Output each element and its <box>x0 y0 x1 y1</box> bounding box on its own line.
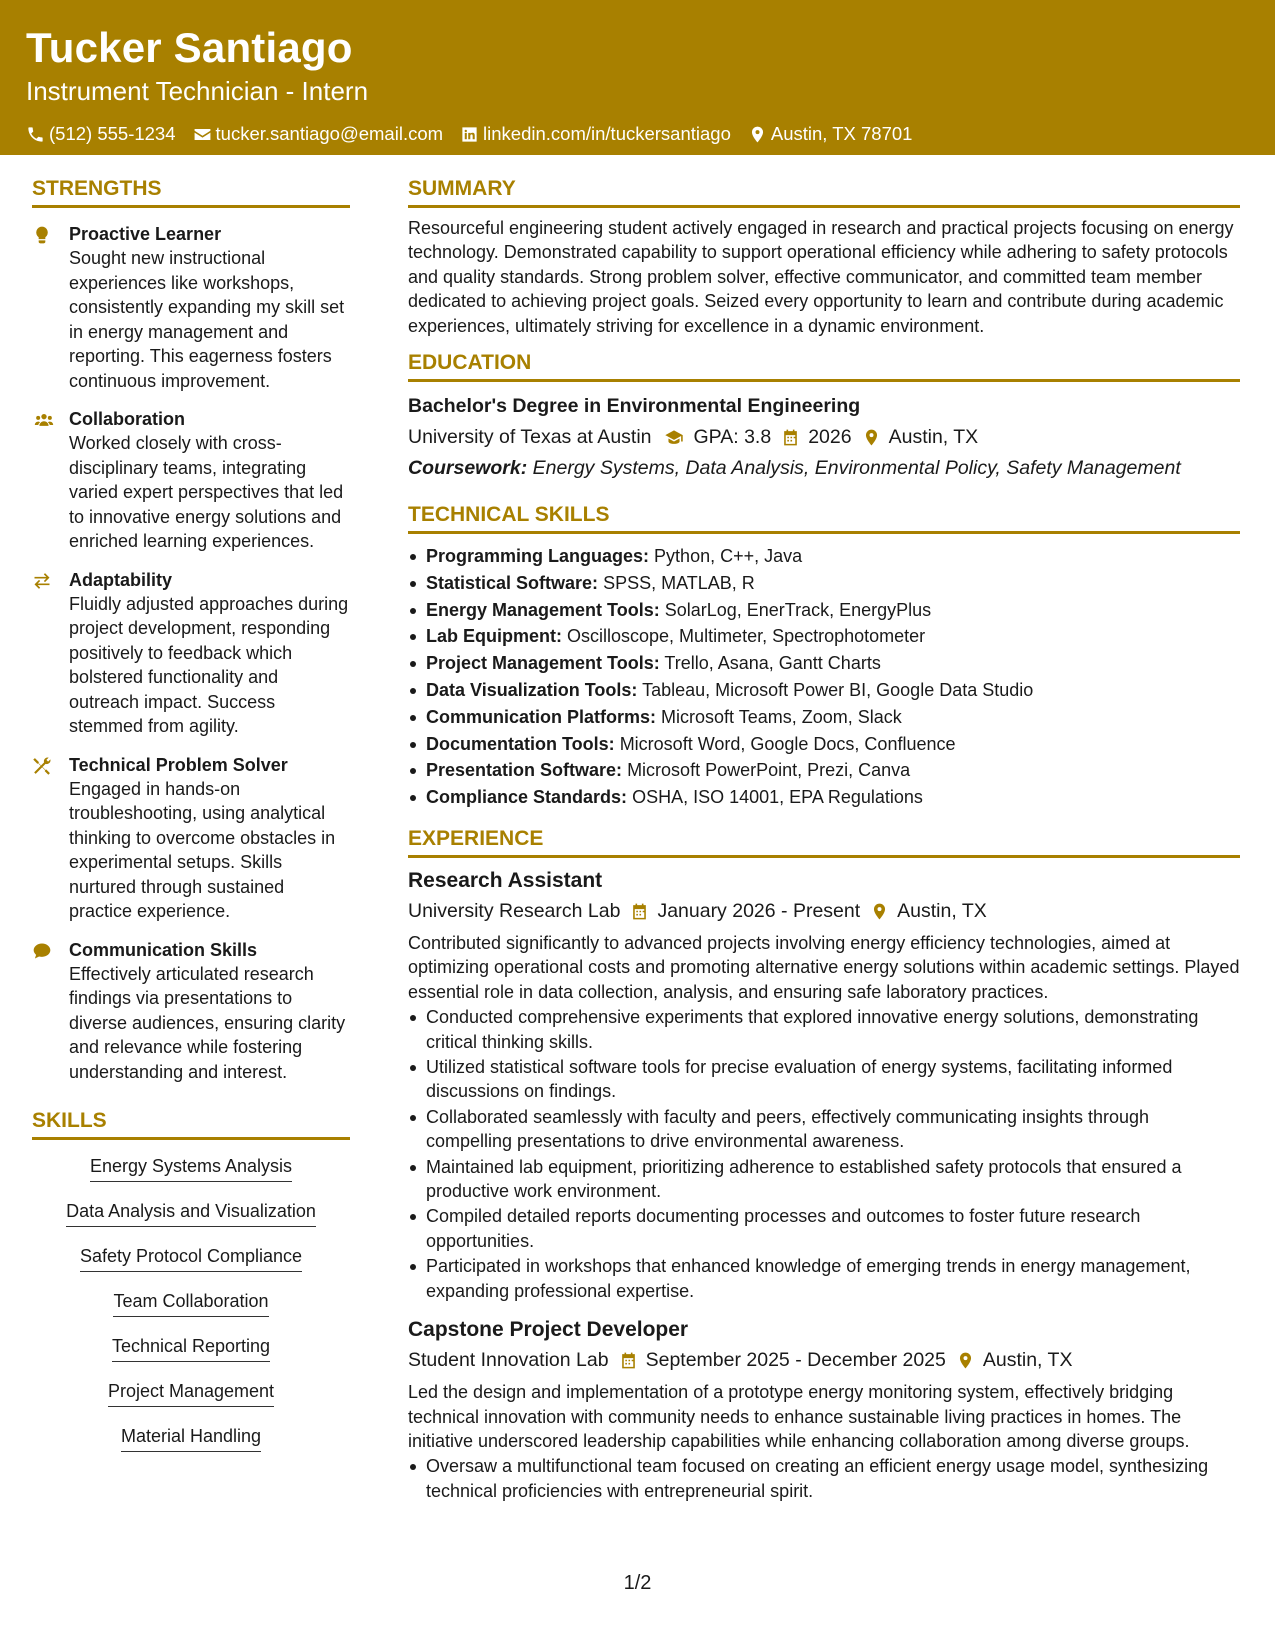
list-item: Documentation Tools: Microsoft Word, Google Docs, Confluence <box>408 731 1240 758</box>
lightbulb-icon <box>32 225 52 245</box>
school-name: University of Texas at Austin <box>408 426 652 449</box>
calendar-icon <box>630 902 649 921</box>
job-location: Austin, TX <box>897 900 987 922</box>
skill-item: Project Management <box>32 1379 350 1424</box>
candidate-name: Tucker Santiago <box>26 24 353 71</box>
education-meta <box>408 423 1240 451</box>
job-location: Austin, TX <box>982 1349 1073 1372</box>
list-item: Utilized statistical software tools for precise evaluation of energy systems, facilitating informed discussions on findings. <box>408 1055 1240 1104</box>
list-item: Programming Languages: Python, C++, Java <box>408 543 1240 570</box>
exchange-icon <box>32 571 52 591</box>
technical-skills-list <box>408 543 1240 811</box>
job-dates: January 2026 - Present <box>657 900 861 922</box>
job-org: Student Innovation Lab <box>408 1349 609 1372</box>
job-description: Led the design and implementation of a prototype energy monitoring system, effectively bridging technical innovation with community needs to enhance sustainable living practices in homes. The initiative underscored leadership capabilities while enhancing collaboration among diverse groups. <box>408 1382 1190 1451</box>
users-icon <box>32 410 56 430</box>
map-pin-icon <box>748 125 767 144</box>
coursework <box>408 454 1240 482</box>
comment-icon <box>32 941 52 961</box>
list-item: Lab Equipment: Oscilloscope, Multimeter, Spectrophotometer <box>408 623 1240 650</box>
job-bullets <box>408 1005 1240 1303</box>
strength-title: Proactive Learner <box>69 224 222 244</box>
calendar-icon <box>619 1351 638 1370</box>
list-item: Compliance Standards: OSHA, ISO 14001, EPA Regulations <box>408 784 1240 811</box>
skills-heading: SKILLS <box>32 1106 350 1140</box>
strength-desc: Sought new instructional experiences like workshops, consistently expanding my skill set in energy management and reporting. This eagerness fosters continuous improvement. <box>69 248 345 391</box>
strength-desc: Worked closely with cross-disciplinary teams, integrating varied expert perspectives that led to innovative energy solutions and enriched learning experiences. <box>69 433 344 551</box>
location-text: Austin, TX 78701 <box>770 123 913 144</box>
strength-item <box>32 407 350 554</box>
list-item: Communication Platforms: Microsoft Teams, Zoom, Slack <box>408 704 1240 731</box>
strength-desc: Engaged in hands-on troubleshooting, using analytical thinking to overcome obstacles in experimental setups. Skills nurtured through sustained practice experience. <box>69 778 336 921</box>
job-entry <box>408 866 1240 1303</box>
strength-desc: Fluidly adjusted approaches during project development, responding positively to feedback which bolstered functionality and outreach impact. Success stemmed from agility. <box>69 593 349 736</box>
job-org: University Research Lab <box>408 900 621 922</box>
job-meta <box>408 1346 1240 1374</box>
email-text[interactable]: tucker.santiago@email.com <box>215 123 444 144</box>
degree-title: Bachelor's Degree in Environmental Engineering <box>408 395 861 418</box>
list-item: Data Visualization Tools: Tableau, Microsoft Power BI, Google Data Studio <box>408 677 1240 704</box>
resume-header <box>0 0 1275 155</box>
list-item: Participated in workshops that enhanced knowledge of emerging trends in energy management, expanding professional expertise. <box>408 1254 1240 1303</box>
strength-title: Communication Skills <box>69 939 258 960</box>
contact-email[interactable] <box>193 122 444 146</box>
summary-text: Resourceful engineering student actively engaged in research and practical projects focusing on energy technology. Demonstrated capability to support operational efficiency while adhering to safety protocols and quality standards. Strong problem solver, effective communicator, and committed team member dedicated to achieving project goals. Seized every opportunity to learn and contribute during academic experiences, ultimately striving for excellence in a dynamic environment. <box>408 218 1234 336</box>
right-column <box>408 174 1240 1504</box>
job-dates: September 2025 - December 2025 <box>645 1349 946 1372</box>
graduation-year: 2026 <box>808 426 852 449</box>
job-title: Research Assistant <box>408 869 603 892</box>
job-meta <box>408 897 1240 925</box>
education-heading: EDUCATION <box>408 348 1240 382</box>
strengths-heading: STRENGTHS <box>32 174 350 208</box>
strength-title: Adaptability <box>69 569 173 590</box>
list-item: Maintained lab equipment, prioritizing adherence to established safety protocols that ensured a productive work environment. <box>408 1155 1240 1204</box>
list-item: Statistical Software: SPSS, MATLAB, R <box>408 570 1240 597</box>
coursework-label: Coursework: <box>408 457 528 480</box>
contact-location <box>748 122 913 146</box>
list-item: Collaborated seamlessly with faculty and peers, effectively communicating insights through compelling presentations to drive environmental awareness. <box>408 1105 1240 1154</box>
coursework-list: Energy Systems, Data Analysis, Environmental Policy, Safety Management <box>532 457 1181 480</box>
strength-item <box>32 222 350 393</box>
skill-item: Team Collaboration <box>32 1289 350 1334</box>
left-column <box>32 174 350 1469</box>
skill-item: Technical Reporting <box>32 1334 350 1379</box>
technical-skills-heading: TECHNICAL SKILLS <box>408 500 1240 534</box>
strength-title: Technical Problem Solver <box>69 754 288 775</box>
list-item: Project Management Tools: Trello, Asana, Gantt Charts <box>408 650 1240 677</box>
job-description: Contributed significantly to advanced projects involving energy efficiency technologies, aimed at optimizing operational costs and promoting alternative energy solutions within academic settings. Played essential role in data collection, analysis, and ensuring safe laboratory practices. <box>408 933 1240 1002</box>
skills-list <box>32 1154 350 1469</box>
page-number: 1/2 <box>623 1572 652 1594</box>
contact-linkedin[interactable] <box>460 122 731 146</box>
calendar-icon <box>781 428 800 447</box>
skill-item: Data Analysis and Visualization <box>32 1199 350 1244</box>
job-bullets <box>408 1454 1240 1503</box>
skill-item: Safety Protocol Compliance <box>32 1244 350 1289</box>
graduation-cap-icon <box>662 428 686 447</box>
skill-item: Energy Systems Analysis <box>32 1154 350 1199</box>
list-item: Compiled detailed reports documenting processes and outcomes to foster future research opportunities. <box>408 1204 1240 1253</box>
strength-item <box>32 753 350 924</box>
list-item: Conducted comprehensive experiments that explored innovative energy solutions, demonstrating critical thinking skills. <box>408 1005 1240 1054</box>
phone-text: (512) 555-1234 <box>49 123 176 144</box>
envelope-icon <box>193 125 212 144</box>
phone-icon <box>26 125 45 144</box>
experience-heading: EXPERIENCE <box>408 824 1240 858</box>
summary-heading: SUMMARY <box>408 174 1240 208</box>
job-entry <box>408 1315 1240 1503</box>
contact-phone <box>26 122 176 146</box>
job-title: Capstone Project Developer <box>408 1318 689 1342</box>
strength-title: Collaboration <box>69 409 185 429</box>
strength-item <box>32 938 350 1085</box>
map-pin-icon <box>870 902 889 921</box>
list-item: Oversaw a multifunctional team focused on creating an efficient energy usage model, synthesizing technical proficiencies with entrepreneurial spirit. <box>408 1454 1240 1503</box>
map-pin-icon <box>862 428 881 447</box>
list-item: Energy Management Tools: SolarLog, EnerTrack, EnergyPlus <box>408 597 1240 624</box>
contact-bar <box>26 122 1249 146</box>
tools-icon <box>32 756 52 776</box>
school-location: Austin, TX <box>888 426 979 449</box>
skill-item: Material Handling <box>32 1424 350 1469</box>
strength-desc: Effectively articulated research findings via presentations to diverse audiences, ensuring clarity and relevance while fostering understanding and interest. <box>69 963 346 1082</box>
candidate-role: Instrument Technician - Intern <box>26 76 369 106</box>
linkedin-text[interactable]: linkedin.com/in/tuckersantiago <box>483 123 731 144</box>
gpa: GPA: 3.8 <box>693 426 772 449</box>
linkedin-icon <box>460 125 479 144</box>
list-item: Presentation Software: Microsoft PowerPoint, Prezi, Canva <box>408 757 1240 784</box>
strength-item <box>32 568 350 739</box>
map-pin-icon <box>956 1351 975 1370</box>
